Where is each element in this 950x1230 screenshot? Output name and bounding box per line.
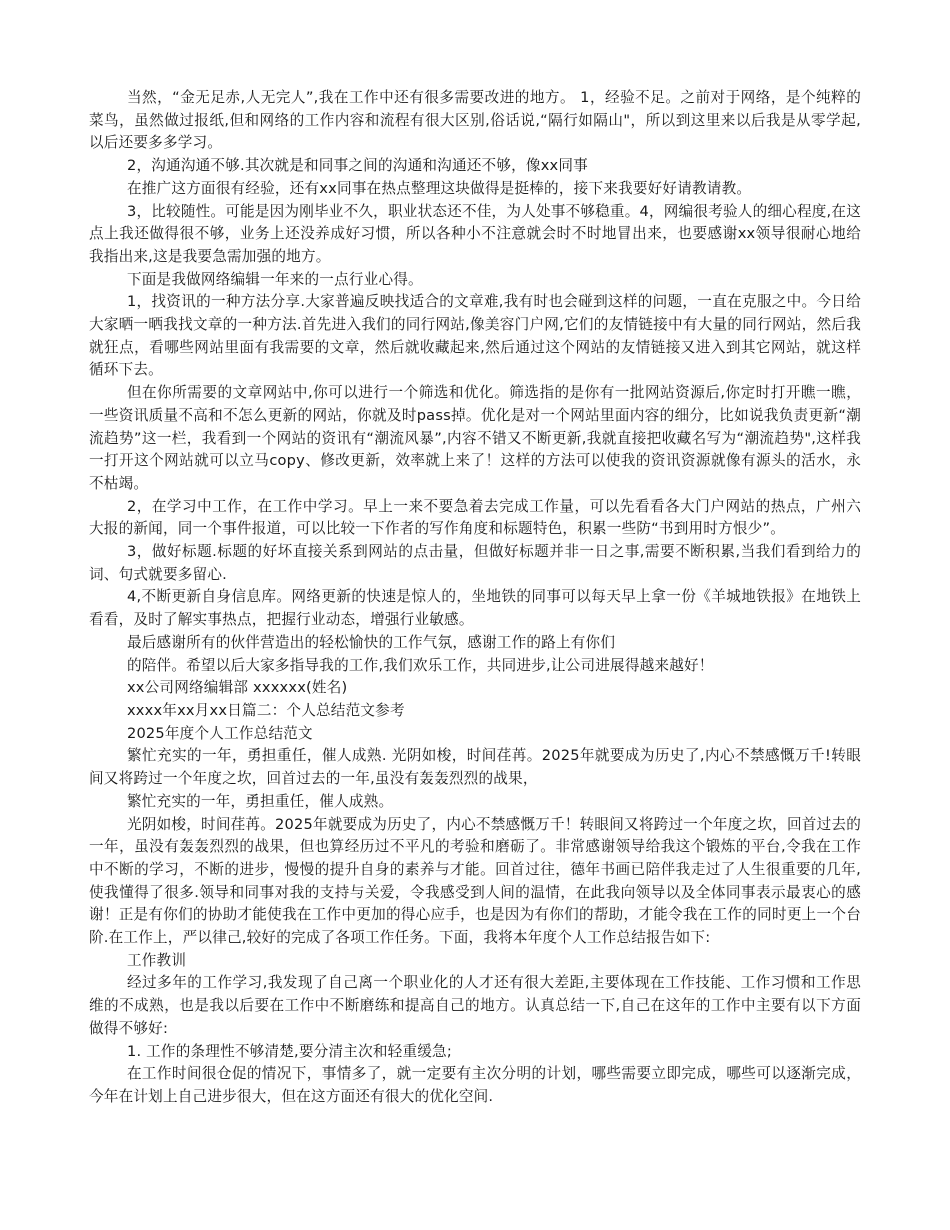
paragraph: 工作教训 <box>126 951 187 969</box>
paragraph: 繁忙充实的一年，勇担重任，催人成熟. 光阴如梭，时间荏苒。2025年就要成为历史了,内心不禁感慨万千!转眼间又将跨过一个年度之坎，回首过去的一年,虽没有轰轰烈烈的战果， <box>89 747 861 788</box>
paragraph: 4,不断更新自身信息库。网络更新的快速是惊人的，坐地铁的同事可以每天早上拿一份《羊城地铁报》在地铁上看看，及时了解实事热点，把握行业动态，增强行业敏感。 <box>89 588 861 629</box>
paragraph: xx公司网络编辑部 xxxxxx(姓名) <box>126 679 348 697</box>
document-body <box>89 87 861 1109</box>
paragraph: xxxx年xx月xx日篇二：个人总结范文参考 <box>126 701 405 719</box>
paragraph: 1，找资讯的一种方法分享.大家普遍反映找适合的文章难,我有时也会碰到这样的问题，一直在克服之中。今日给大家晒一晒我找文章的一种方法.首先进入我们的同行网站,像美容门户网,它们的友情链接中有大量的同行网站，然后我就狂点，看哪些网站里面有我需要的文章，然后就收藏起来,然后通过这个网站的友情链接又进入到其它网站，就这样循环下去。 <box>89 293 861 379</box>
paragraph: 最后感谢所有的伙伴营造出的轻松愉快的工作气氛，感谢工作的路上有你们 <box>126 633 616 651</box>
paragraph: 的陪伴。希望以后大家多指导我的工作,我们欢乐工作，共同进步,让公司进展得越来越好！ <box>126 656 714 674</box>
paragraph: 3，做好标题.标题的好坏直接关系到网站的点击量，但做好标题并非一日之事,需要不断积累,当我们看到给力的词、句式就要多留心. <box>89 543 861 583</box>
paragraph: 2，沟通沟通不够.其次就是和同事之间的沟通和沟通还不够，像xx同事 <box>126 157 588 175</box>
paragraph: 光阴如梭，时间荏苒。2025年就要成为历史了，内心不禁感慨万千！转眼间又将跨过一个年度之坎，回首过去的一年，虽没有轰轰烈烈的战果，但也算经历过不平凡的考验和磨砺了。非常感谢领导给我这个锻炼的平台,令我在工作中不断的学习，不断的进步，慢慢的提升自身的素养与才能。回首过往，德年书画已陪伴我走过了人生很重要的几年,使我懂得了很多.领导和同事对我的支持与关爱，令我感受到人间的温情，在此我向领导以及全体同事表示最衷心的感谢！正是有你们的协助才能使我在工作中更加的得心应手，也是因为有你们的帮助，才能令我在工作的同时更上一个台阶.在工作上，严以律己,较好的完成了各项工作任务。下面，我将本年度个人工作总结报告如下: <box>89 815 861 947</box>
paragraph: 下面是我做网络编辑一年来的一点行业心得。 <box>126 270 423 288</box>
paragraph: 2，在学习中工作，在工作中学习。早上一来不要急着去完成工作量，可以先看看各大门户网站的热点，广州六大报的新闻，同一个事件报道，可以比较一下作者的写作角度和标题特色，积累一些防“书到用时方恨少”。 <box>89 497 861 538</box>
paragraph: 但在你所需要的文章网站中,你可以进行一个筛选和优化。筛选指的是你有一批网站资源后,你定时打开瞧一瞧，一些资讯质量不高和不怎么更新的网站，你就及时pass掉。优化是对一个网站里面内容的细分，比如说我负责更新“潮流趋势”这一栏，我看到一个网站的资讯有“潮流风暴”,内容不错又不断更新,我就直接把收藏名写为“潮流趋势",这样我一打开这个网站就可以立马copy、修改更新，效率就上来了！这样的方法可以使我的资讯资源就像有源头的活水，永不枯竭。 <box>89 384 861 492</box>
paragraph: 3，比较随性。可能是因为刚毕业不久，职业状态还不佳，为人处事不够稳重。4，网编很考验人的细心程度,在这点上我还做得很不够，业务上还没养成好习惯，所以各种小不注意就会时不时地冒出来，也要感谢xx领导很耐心地给我指出来,这是我要急需加强的地方。 <box>89 202 861 265</box>
paragraph: 1. 工作的条理性不够清楚,要分清主次和轻重缓急; <box>126 1042 452 1060</box>
paragraph: 经过多年的工作学习,我发现了自己离一个职业化的人才还有很大差距,主要体现在工作技能、工作习惯和工作思维的不成熟，也是我以后要在工作中不断磨练和提高自己的地方。认真总结一下,自己在这年的工作中主要有以下方面做得不够好: <box>89 974 861 1037</box>
paragraph: 繁忙充实的一年，勇担重任，催人成熟。 <box>126 792 394 810</box>
paragraph: 2025年度个人工作总结范文 <box>126 724 313 742</box>
paragraph: 当然，“金无足赤,人无完人”,我在工作中还有很多需要改进的地方。 1，经验不足。之前对于网络，是个纯粹的菜鸟，虽然做过报纸,但和网络的工作内容和流程有很大区别,俗话说,“隔行如隔山"，所以到这里来以后我是从零学起,以后还要多多学习。 <box>89 89 861 152</box>
paragraph: 在工作时间很仓促的情况下，事情多了，就一定要有主次分明的计划，哪些需要立即完成，哪些可以逐渐完成，今年在计划上自己进步很大，但在这方面还有很大的优化空间. <box>89 1065 861 1105</box>
paragraph: 在推广这方面很有经验，还有xx同事在热点整理这块做得是挺棒的，接下来我要好好请教请教。 <box>126 179 752 197</box>
